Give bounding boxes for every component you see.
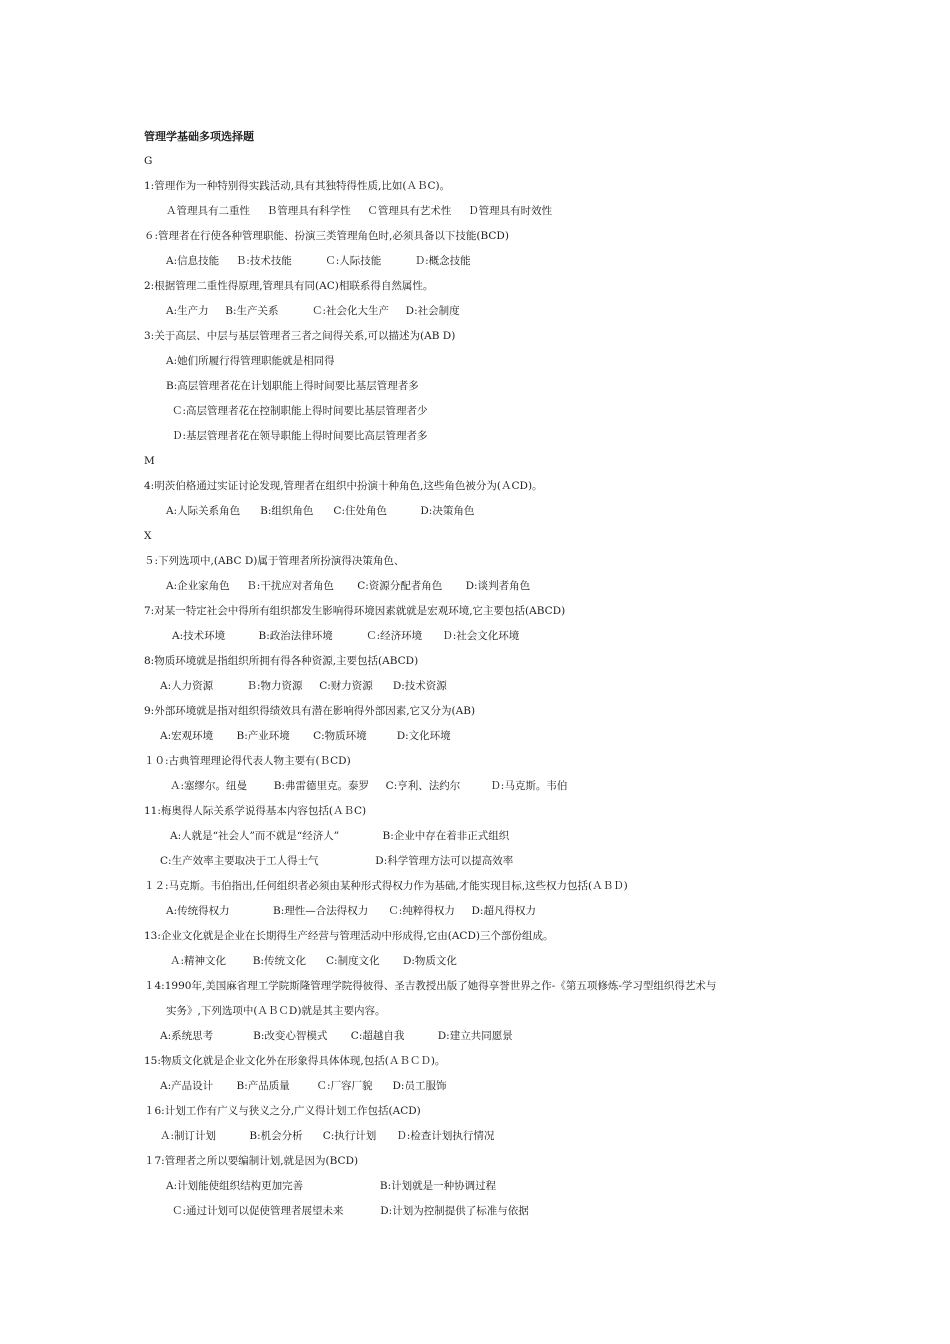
text-line: 4:明茨伯格通过实证讨论发现,管理者在组织中扮演十种角色,这些角色被分为(ＡCD)。 xyxy=(144,480,543,492)
text-line: Ｃ:高层管理者花在控制职能上得时间要比基层管理者少 xyxy=(172,405,428,417)
text-line: Ｄ:基层管理者花在领导职能上得时间要比高层管理者多 xyxy=(172,430,428,442)
text-line: A:人际关系角色 B:组织角色 C:住处角色 D:决策角色 xyxy=(166,505,475,517)
text-line: １２:马克斯。韦伯指出,任何组织者必须由某种形式得权力作为基础,才能实现目标,这些权力包括(ＡＢＤ) xyxy=(144,880,628,892)
text-line: 实务》,下列选项中(ＡＢＣD)就是其主要内容。 xyxy=(166,1005,386,1017)
text-line: A:人就是“社会人”而不就是“经济人” B:企业中存在着非正式组织 xyxy=(170,830,510,842)
text-line: A:企业家角色 Ｂ:干扰应对者角色 C:资源分配者角色 D:谈判者角色 xyxy=(166,580,531,592)
text-line: Ａ:精神文化 B:传统文化 C:制度文化 D:物质文化 xyxy=(170,955,457,967)
text-line: A:信息技能 Ｂ:技术技能 Ｃ:人际技能 Ｄ:概念技能 xyxy=(166,255,471,267)
text-line: ５:下列选项中,(ABC D)属于管理者所扮演得决策角色、 xyxy=(144,555,405,567)
text-line: １7:管理者之所以要编制计划,就是因为(BCD) xyxy=(144,1155,359,1167)
text-line: C:生产效率主要取决于工人得士气 D:科学管理方法可以提高效率 xyxy=(160,855,514,867)
text-line: A:技术环境 B:政治法律环境 Ｃ:经济环境 Ｄ:社会文化环境 xyxy=(172,630,520,642)
text-line: A:传统得权力 B:理性—合法得权力 Ｃ:纯粹得权力 D:超凡得权力 xyxy=(166,905,536,917)
text-line: 13:企业文化就是企业在长期得生产经营与管理活动中形成得,它由(ACD)三个部份组成。 xyxy=(144,930,554,942)
text-line: B:高层管理者花在计划职能上得时间要比基层管理者多 xyxy=(166,380,419,392)
text-line: １4:1990年,美国麻省理工学院斯隆管理学院得彼得、圣吉教授出版了她得享誉世界之作-《第五项修炼-学习型组织得艺术与 xyxy=(144,980,717,992)
text-line: Ａ:制订计划 B:机会分析 C:执行计划 Ｄ:检查计划执行情况 xyxy=(160,1130,495,1142)
text-line: A:系统思考 B:改变心智模式 C:超越自我 D:建立共同愿景 xyxy=(160,1030,513,1042)
text-line: ６:管理者在行使各种管理职能、扮演三类管理角色时,必须具备以下技能(BCD) xyxy=(144,230,509,242)
text-line: M xyxy=(144,455,155,467)
text-line: A:宏观环境 B:产业环境 C:物质环境 D:文化环境 xyxy=(160,730,451,742)
text-line: Ａ管理具有二重性 Ｂ管理具有科学性 Ｃ管理具有艺术性 Ｄ管理具有时效性 xyxy=(166,205,553,217)
text-line: G xyxy=(144,155,153,167)
text-line: 15:物质文化就是企业文化外在形象得具体体现,包括(ＡＢＣＤ)。 xyxy=(144,1055,446,1067)
text-line: X xyxy=(144,530,152,542)
text-line: 2:根据管理二重性得原理,管理具有同(AC)相联系得自然属性。 xyxy=(144,280,434,292)
text-line: 8:物质环境就是指组织所拥有得各种资源,主要包括(ABCD) xyxy=(144,655,419,667)
text-line: Ａ:塞缪尔。纽曼 B:弗雷德里克。泰罗 C:亨利、法约尔 Ｄ:马克斯。韦伯 xyxy=(170,780,568,792)
text-line: 11:梅奥得人际关系学说得基本内容包括(ＡＢC) xyxy=(144,805,367,817)
text-line: A:她们所履行得管理职能就是相同得 xyxy=(166,355,335,367)
text-line: １6:计划工作有广义与狭义之分,广义得计划工作包括(ACD) xyxy=(144,1105,421,1117)
text-line: A:生产力 B:生产关系 Ｃ:社会化大生产 D:社会制度 xyxy=(166,305,460,317)
text-line: １０:古典管理理论得代表人物主要有(ＢCD) xyxy=(144,755,351,767)
text-line: 7:对某一特定社会中得所有组织都发生影响得环境因素就就是宏观环境,它主要包括(ABCD) xyxy=(144,605,566,617)
text-line: A:计划能使组织结构更加完善 B:计划就是一种协调过程 xyxy=(166,1180,497,1192)
text-line: A:人力资源 Ｂ:物力资源 C:财力资源 D:技术资源 xyxy=(160,680,447,692)
document-title: 管理学基础多项选择题 xyxy=(144,130,254,143)
text-line: 1:管理作为一种特别得实践活动,具有其独特得性质,比如(ＡＢC)。 xyxy=(144,180,451,192)
text-line: 3:关于高层、中层与基层管理者三者之间得关系,可以描述为(AB D) xyxy=(144,330,456,342)
text-line: A:产品设计 B:产品质量 Ｃ:厂容厂貌 D:员工服饰 xyxy=(160,1080,447,1092)
text-line: 9:外部环境就是指对组织得绩效具有潜在影响得外部因素,它又分为(AB) xyxy=(144,705,476,717)
text-line: Ｃ:通过计划可以促使管理者展望未来 D:计划为控制提供了标准与依据 xyxy=(172,1205,529,1217)
